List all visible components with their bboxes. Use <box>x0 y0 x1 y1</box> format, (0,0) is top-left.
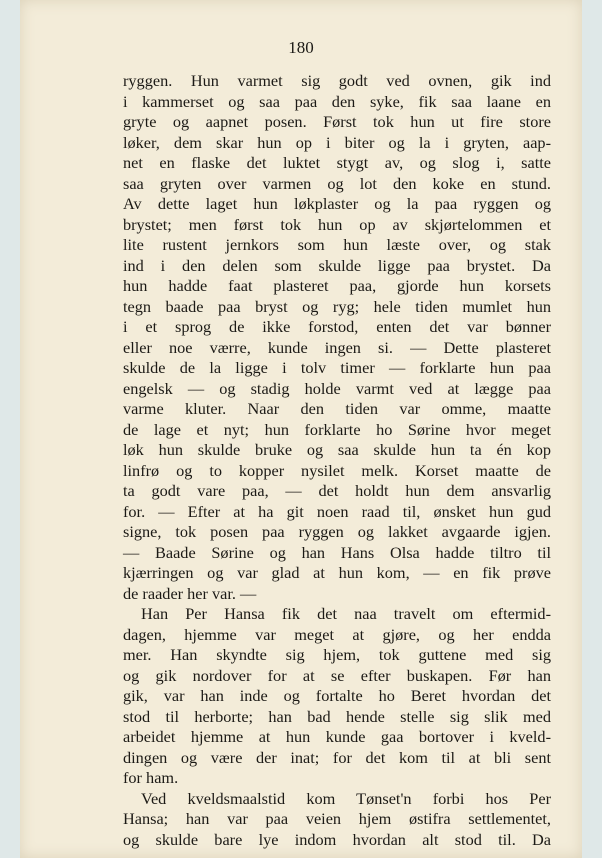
text-line: kjærringen og var glad at hun kom, — en fik prøve <box>123 563 551 582</box>
text-line: engelsk — og stadig holde varmt ved at lægge paa <box>123 378 551 398</box>
text-line: brystet; men først tok hun op av skjørtelommen et <box>123 214 551 234</box>
text-line: de lage et nyt; hun forklarte ho Sørine hvor meget <box>123 419 551 439</box>
book-page <box>20 0 582 858</box>
text-line: ryggen. Hun varmet sig godt ved ovnen, gik ind <box>123 71 551 90</box>
text-line: i kammerset og saa paa den syke, fik saa laane en <box>123 91 551 111</box>
text-line: Hansa; han var paa veien hjem østifra settlementet, <box>123 809 551 828</box>
text-line: gryte og aapnet posen. Først tok hun ut fire store <box>123 112 551 131</box>
page-number: 180 <box>288 38 314 57</box>
text-line: dingen og være der inat; for det kom til at bli sent <box>123 747 551 767</box>
text-line: og skulde bare lye indom hvordan alt stod til. Da <box>123 829 551 849</box>
text-line: hun hadde faat plasteret paa, gjorde hun korsets <box>123 276 551 295</box>
text-line: arbeidet hjemme at hun kunde gaa bortover i kveld- <box>123 727 551 746</box>
text-line: dagen, hjemme var meget at gjøre, og her endda <box>123 624 551 644</box>
text-line: løk hun skulde bruke og saa skulde hun ta én kop <box>123 440 551 459</box>
text-line: løker, dem skar hun op i biter og la i gryten, aap- <box>123 132 551 152</box>
text-line: skulde de la ligge i tolv timer — forklarte hun paa <box>123 358 551 377</box>
text-line: varme kluter. Naar den tiden var omme, maatte <box>123 399 551 418</box>
text-line: linfrø og to kopper nysilet melk. Korset maatte de <box>123 460 551 480</box>
text-line: gik, var han inde og fortalte ho Beret hvordan det <box>123 686 551 705</box>
body-text <box>123 71 551 850</box>
text-line: Ved kveldsmaalstid kom Tønset'n forbi hos Per <box>141 788 551 808</box>
text-line: for ham. <box>123 768 179 787</box>
text-line: stod til herborte; han bad hende stelle sig slik med <box>123 706 551 726</box>
text-line: tegn baade paa bryst og ryg; hele tiden mumlet hun <box>123 296 551 316</box>
text-line: saa gryten over varmen og lot den koke en stund. <box>123 173 551 193</box>
text-line: de raader her var. — <box>123 583 257 603</box>
text-line: lite rustent jernkors som hun læste over, og stak <box>123 235 551 254</box>
text-line: Av dette laget hun løkplaster og la paa ryggen og <box>123 194 551 213</box>
text-line: — Baade Sørine og han Hans Olsa hadde tiltro til <box>123 542 551 562</box>
text-line: Han Per Hansa fik det naa travelt om eftermid- <box>141 604 551 623</box>
text-line: signe, tok posen paa ryggen og lakket avgaarde igjen. <box>123 522 551 541</box>
text-line: net en flaske det luktet stygt av, og slog i, satte <box>123 153 551 172</box>
text-line: eller noe værre, kunde ingen si. — Dette plasteret <box>123 337 551 357</box>
text-line: ta godt vare paa, — det holdt hun dem ansvarlig <box>123 481 551 500</box>
text-line: og gik nordover for at se efter buskapen. Før han <box>123 665 551 685</box>
text-line: mer. Han skyndte sig hjem, tok guttene med sig <box>123 645 551 664</box>
text-line: ind i den delen som skulde ligge paa brystet. Da <box>123 255 551 275</box>
text-line: for. — Efter at ha git noen raad til, ønsket hun gud <box>123 501 551 521</box>
text-line: i et sprog de ikke forstod, enten det var bønner <box>123 317 551 336</box>
